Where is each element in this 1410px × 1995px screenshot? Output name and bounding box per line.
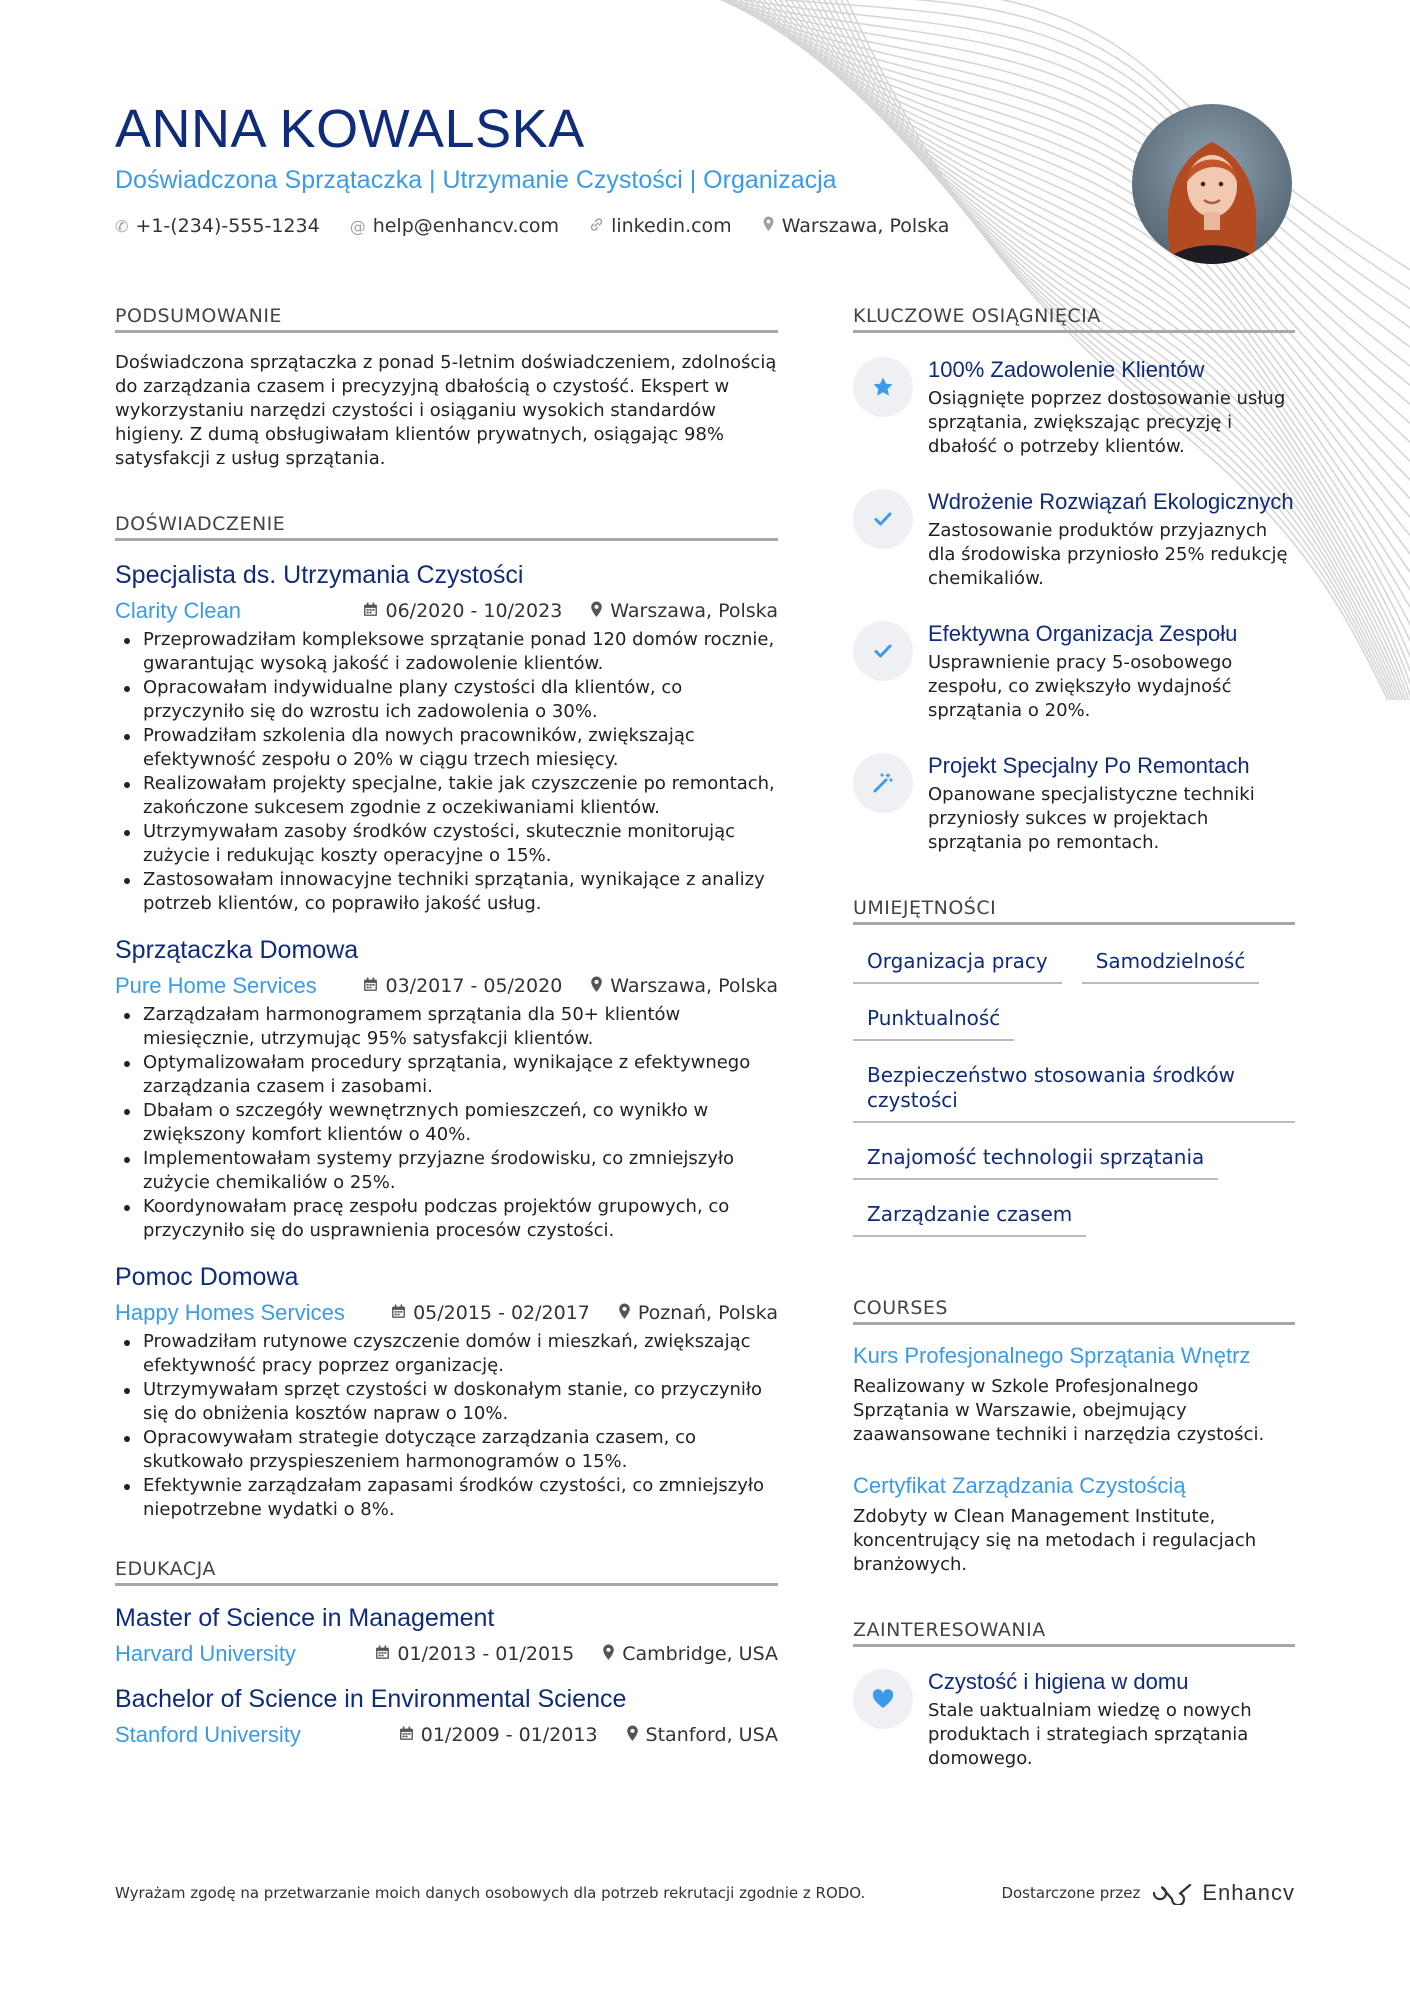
at-icon: @	[349, 216, 366, 236]
bullet-item: Zarządzałam harmonogramem sprzątania dla 50+ klientów miesięcznie, utrzymując 95% satysfakcji klientów.	[115, 1003, 778, 1051]
contact-linkedin[interactable]	[589, 215, 732, 237]
course-desc: Zdobyty w Clean Management Institute, koncentrujący się na metodach i regulacjach branżowych.	[853, 1506, 1257, 1575]
achievement-item-desc: Opanowane specjalistyczne techniki przyniosły sukces w projektach sprzątania po remontach.	[928, 784, 1255, 853]
summary-text: Doświadczona sprzątaczka z ponad 5-letnim doświadczeniem, zdolnością do zarządzania czasem i precyzyjną dbałością o czystość. Ekspert w wykorzystaniu narzędzi czystości i osiąganiu wysokich standardów higieny. Z dumą obsługiwałam klientów prywatnych, osiągając 98% satysfakcji z usług sprzątania.	[115, 352, 777, 469]
date-range	[399, 1724, 598, 1746]
bullet-item: Zastosowałam innowacyjne techniki sprzątania, wynikające z analizy potrzeb klientów, co poprawiło jakość usług.	[115, 868, 778, 916]
location-pin-icon	[618, 1303, 631, 1324]
education-heading: EDUKACJA	[115, 1558, 778, 1586]
candidate-headline: Doświadczona Sprzątaczka | Utrzymanie Czystości | Organizacja	[115, 166, 837, 194]
course-title: Kurs Profesjonalnego Sprzątania Wnętrz	[853, 1343, 1251, 1368]
job-meta	[115, 973, 778, 999]
location	[602, 1643, 778, 1665]
location-text: Stanford, USA	[645, 1724, 778, 1746]
calendar-icon	[363, 977, 378, 996]
right-column	[853, 305, 1295, 1771]
bullet-item: Efektywnie zarządzałam zapasami środków czystości, co zmniejszyło niepotrzebne wydatki o 8%.	[115, 1474, 778, 1522]
interest-item-title: Czystość i higiena w domu	[928, 1669, 1189, 1694]
contact-email[interactable]	[350, 215, 559, 237]
bullet-item: Optymalizowałam procedury sprzątania, wynikające z efektywnego zarządzania czasem i zasobami.	[115, 1051, 778, 1099]
achievement-item-title: Efektywna Organizacja Zespołu	[928, 621, 1238, 646]
heart-icon	[853, 1669, 913, 1729]
location-pin-icon	[626, 1725, 639, 1746]
achievements-heading: KLUCZOWE OSIĄGNIĘCIA	[853, 305, 1295, 333]
calendar-icon	[391, 1304, 406, 1323]
achievement-item-title: Projekt Specjalny Po Remontach	[928, 753, 1250, 778]
job-title: Specjalista ds. Utrzymania Czystości	[115, 561, 524, 589]
date-range	[363, 600, 562, 622]
skills-section	[853, 897, 1295, 1251]
interest-item	[853, 1669, 1295, 1771]
interest-list	[853, 1669, 1295, 1771]
phone-text: +1-(234)-555-1234	[135, 215, 320, 237]
location-text: Warszawa, Polska	[610, 975, 778, 997]
bullet-item: Implementowałam systemy przyjazne środowisku, co zmniejszyło zużycie chemikaliów o 25%.	[115, 1147, 778, 1195]
link-icon	[589, 217, 604, 236]
achievement-item-title: Wdrożenie Rozwiązań Ekologicznych	[928, 489, 1294, 514]
achievement-item-body	[928, 357, 1295, 459]
skill-tag: Organizacja pracy	[853, 941, 1062, 984]
bullet-item: Opracowywałam strategie dotyczące zarządzania czasem, co skutkowało przyspieszeniem harmonogramów o 15%.	[115, 1426, 778, 1474]
job-meta	[115, 1300, 778, 1326]
date-range	[391, 1302, 590, 1324]
calendar-icon	[363, 602, 378, 621]
achievement-item-body	[928, 489, 1295, 591]
achievement-item-title: 100% Zadowolenie Klientów	[928, 357, 1205, 382]
date-range	[375, 1643, 574, 1665]
date-text: 06/2020 - 10/2023	[385, 600, 563, 622]
school-name: Harvard University	[115, 1641, 296, 1666]
company-name: Happy Homes Services	[115, 1300, 345, 1325]
location-pin-icon	[590, 976, 603, 997]
email-text: help@enhancv.com	[372, 215, 560, 237]
achievements-section	[853, 305, 1295, 855]
enhancv-logo[interactable]	[1150, 1880, 1295, 1906]
job-meta	[115, 598, 778, 624]
job-entry	[115, 936, 778, 1243]
consent-text: Wyrażam zgodę na przetwarzanie moich danych osobowych dla potrzeb rekrutacji zgodnie z RODO.	[115, 1884, 866, 1902]
location	[590, 600, 778, 622]
achievement-item	[853, 357, 1295, 459]
location-text: Cambridge, USA	[622, 1643, 778, 1665]
achievement-item-desc: Zastosowanie produktów przyjaznych dla środowiska przyniosło 25% redukcję chemikaliów.	[928, 520, 1288, 589]
course-title: Certyfikat Zarządzania Czystością	[853, 1473, 1186, 1498]
provided-by-label: Dostarczone przez	[1001, 1884, 1141, 1902]
location	[618, 1302, 778, 1324]
brand-name: Enhancv	[1202, 1880, 1295, 1905]
calendar-icon	[375, 1645, 390, 1664]
location-text: Poznań, Polska	[637, 1302, 778, 1324]
candidate-name: ANNA KOWALSKA	[115, 99, 585, 159]
branding	[1001, 1880, 1295, 1906]
job-bullets	[115, 1330, 778, 1522]
education-meta	[115, 1641, 778, 1667]
education-meta	[115, 1722, 778, 1748]
location	[626, 1724, 778, 1746]
location	[590, 975, 778, 997]
bullet-item: Utrzymywałam zasoby środków czystości, skutecznie monitorując zużycie i redukując koszty operacyjne o 15%.	[115, 820, 778, 868]
resume-header	[115, 98, 1115, 237]
job-title: Pomoc Domowa	[115, 1263, 299, 1291]
degree-title: Master of Science in Management	[115, 1604, 495, 1632]
courses-heading: COURSES	[853, 1297, 1295, 1325]
calendar-icon	[399, 1726, 414, 1745]
achievement-list	[853, 357, 1295, 855]
skill-tag: Samodzielność	[1082, 941, 1260, 984]
bullet-item: Realizowałam projekty specjalne, takie jak czyszczenie po remontach, zakończone sukcesem zgodnie z oczekiwaniami klientów.	[115, 772, 778, 820]
job-bullets	[115, 1003, 778, 1243]
contact-location	[762, 215, 950, 237]
date-text: 05/2015 - 02/2017	[413, 1302, 590, 1324]
location-pin-icon	[590, 601, 603, 622]
courses-section	[853, 1297, 1295, 1577]
job-title: Sprzątaczka Domowa	[115, 936, 359, 964]
bullet-item: Utrzymywałam sprzęt czystości w doskonałym stanie, co przyczyniło się do obniżenia kosztów napraw o 10%.	[115, 1378, 778, 1426]
company-name: Clarity Clean	[115, 598, 241, 623]
check-icon	[853, 489, 913, 549]
interest-item-body	[928, 1669, 1295, 1771]
education-entry	[115, 1685, 778, 1748]
contact-phone[interactable]	[115, 215, 320, 237]
education-list	[115, 1604, 778, 1748]
footer	[115, 1880, 1295, 1906]
linkedin-text: linkedin.com	[611, 215, 732, 237]
achievement-item-body	[928, 621, 1295, 723]
bullet-item: Koordynowałam pracę zespołu podczas projektów grupowych, co przyczyniło się do usprawnienia procesów czystości.	[115, 1195, 778, 1243]
job-list	[115, 561, 778, 1522]
profile-photo	[1132, 104, 1292, 264]
location-text: Warszawa, Polska	[610, 600, 778, 622]
magic-wand-icon	[853, 753, 913, 813]
bullet-item: Dbałam o szczegóły wewnętrznych pomieszczeń, co wynikło w zwiększony komfort klientów o 40%.	[115, 1099, 778, 1147]
skill-tag: Zarządzanie czasem	[853, 1194, 1086, 1237]
bullet-item: Przeprowadziłam kompleksowe sprzątanie ponad 120 domów rocznie, gwarantując wysoką jakość i zadowolenie klientów.	[115, 628, 778, 676]
achievement-item-body	[928, 753, 1295, 855]
course-desc: Realizowany w Szkole Profesjonalnego Sprzątania w Warszawie, obejmujący zaawansowane techniki i narzędzia czystości.	[853, 1376, 1265, 1445]
interests-heading: ZAINTERESOWANIA	[853, 1619, 1295, 1647]
summary-section	[115, 305, 778, 471]
location-text: Warszawa, Polska	[781, 215, 950, 237]
education-entry	[115, 1604, 778, 1667]
phone-icon: ✆	[115, 216, 129, 236]
degree-title: Bachelor of Science in Environmental Science	[115, 1685, 627, 1713]
experience-heading: DOŚWIADCZENIE	[115, 513, 778, 541]
star-icon	[853, 357, 913, 417]
interests-section	[853, 1619, 1295, 1771]
date-text: 01/2009 - 01/2013	[420, 1724, 598, 1746]
interest-item-desc: Stale uaktualniam wiedzę o nowych produktach i strategiach sprzątania domowego.	[928, 1700, 1252, 1769]
bullet-item: Prowadziłam szkolenia dla nowych pracowników, zwiększając efektywność zespołu o 20% w ciągu trzech miesięcy.	[115, 724, 778, 772]
date-text: 03/2017 - 05/2020	[385, 975, 563, 997]
check-icon	[853, 621, 913, 681]
school-name: Stanford University	[115, 1722, 301, 1747]
contact-list	[115, 215, 1115, 237]
company-name: Pure Home Services	[115, 973, 317, 998]
skills-heading: UMIEJĘTNOŚCI	[853, 897, 1295, 925]
summary-heading: PODSUMOWANIE	[115, 305, 778, 333]
left-column	[115, 305, 778, 1748]
skill-tag: Bezpieczeństwo stosowania środków czystości	[853, 1055, 1295, 1123]
achievement-item	[853, 621, 1295, 723]
achievement-item	[853, 489, 1295, 591]
bullet-item: Opracowałam indywidualne plany czystości dla klientów, co przyczyniło się do wzrostu ich zadowolenia o 30%.	[115, 676, 778, 724]
achievement-item	[853, 753, 1295, 855]
location-pin-icon	[602, 1644, 615, 1665]
job-entry	[115, 561, 778, 916]
enhancv-logo-icon	[1150, 1881, 1194, 1905]
course-list	[853, 1343, 1295, 1577]
experience-section	[115, 513, 778, 1522]
bullet-item: Prowadziłam rutynowe czyszczenie domów i mieszkań, zwiększając efektywność pracy poprzez organizację.	[115, 1330, 778, 1378]
course-entry	[853, 1473, 1295, 1577]
location-pin-icon	[762, 216, 775, 236]
job-bullets	[115, 628, 778, 916]
skill-tag: Znajomość technologii sprzątania	[853, 1137, 1218, 1180]
job-entry	[115, 1263, 778, 1522]
achievement-item-desc: Usprawnienie pracy 5-osobowego zespołu, co zwiększyło wydajność sprzątania o 20%.	[928, 652, 1233, 721]
course-entry	[853, 1343, 1295, 1447]
date-range	[363, 975, 562, 997]
achievement-item-desc: Osiągnięte poprzez dostosowanie usług sprzątania, zwiększając precyzję i dbałość o potrzeby klientów.	[928, 388, 1286, 457]
education-section	[115, 1558, 778, 1748]
skill-list	[853, 941, 1295, 1251]
date-text: 01/2013 - 01/2015	[397, 1643, 575, 1665]
skill-tag: Punktualność	[853, 998, 1014, 1041]
